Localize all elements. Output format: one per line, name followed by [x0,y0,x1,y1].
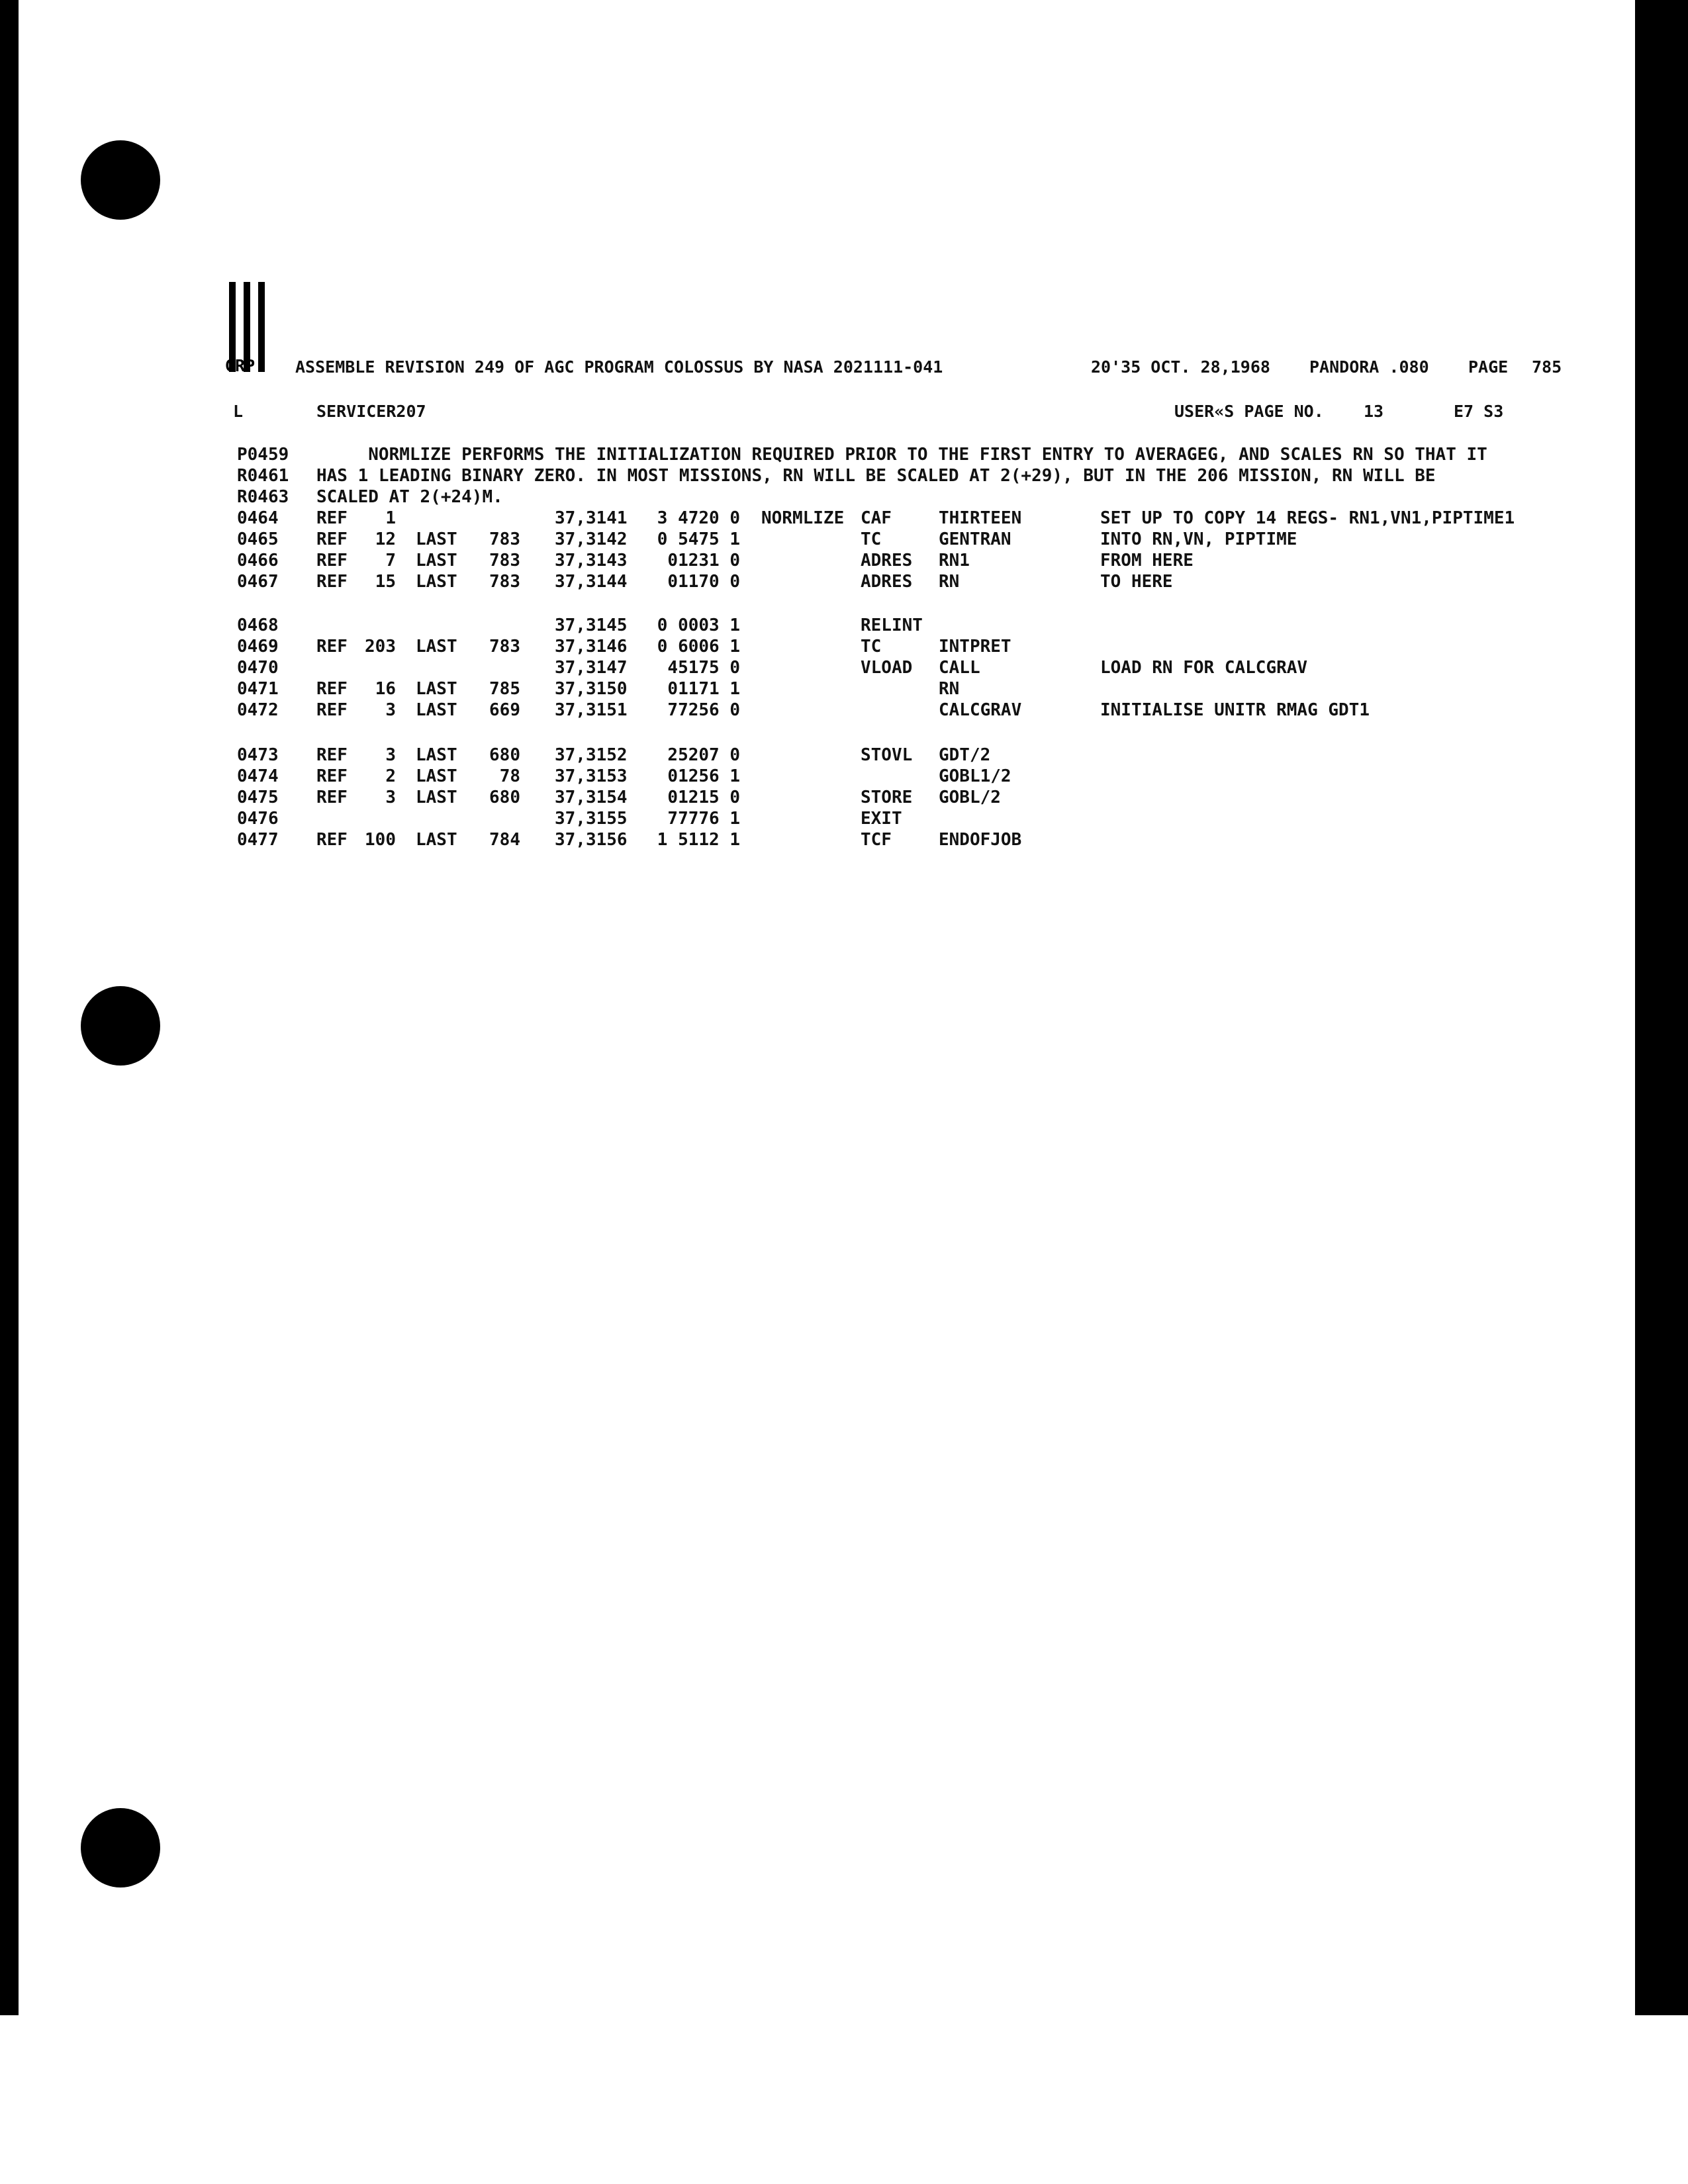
table-row [0,745,1688,765]
user-page-number: 13 [1364,402,1384,421]
cell-num: 1 [385,508,396,528]
cell-last: LAST [416,572,457,592]
cell-code: 1 5112 1 [657,830,740,850]
comment-line-number: R0463 [237,487,289,507]
cell-ref: REF [316,745,348,765]
comment-text: HAS 1 LEADING BINARY ZERO. IN MOST MISSIONS, RN WILL BE SCALED AT 2(+29), BUT IN THE 206 MISSION, RN WILL BE [316,466,1436,486]
cell-operand: RN [939,679,960,699]
user-page-label: USER«S PAGE NO. [1174,402,1324,421]
cell-operand: RN1 [939,551,970,570]
group-label: GRP [225,356,256,375]
cell-lnum: 783 [489,637,520,657]
cell-addr: 37,3146 [555,637,628,657]
cell-addr: 37,3156 [555,830,628,850]
cell-op: STORE [861,788,913,807]
table-row [0,809,1688,829]
pandora-label: PANDORA .080 [1309,357,1429,377]
cell-line: 0477 [237,830,279,850]
cell-last: LAST [416,679,457,699]
cell-addr: 37,3155 [555,809,628,829]
table-row [0,830,1688,850]
cell-comment: FROM HERE [1100,551,1194,570]
cell-comment: SET UP TO COPY 14 REGS- RN1,VN1,PIPTIME1 [1100,508,1515,528]
cell-operand: GOBL1/2 [939,766,1011,786]
cell-code: 77776 1 [667,809,740,829]
module-name: SERVICER207 [316,402,426,421]
table-row [0,700,1688,720]
cell-ref: REF [316,551,348,570]
comment-line-number: P0459 [237,445,289,465]
cell-lnum: 783 [489,551,520,570]
cell-code: 01256 1 [667,766,740,786]
scan-border-left [0,0,19,2015]
cell-code: 01231 0 [667,551,740,570]
cell-comment: TO HERE [1100,572,1173,592]
cell-op: CAF [861,508,892,528]
timestamp: 20'35 OCT. 28,1968 [1091,357,1270,377]
cell-op: STOVL [861,745,913,765]
cell-num: 3 [385,745,396,765]
cell-line: 0475 [237,788,279,807]
cell-ref: REF [316,788,348,807]
cell-line: 0471 [237,679,279,699]
cell-addr: 37,3142 [555,529,628,549]
cell-operand: CALCGRAV [939,700,1022,720]
cell-op: EXIT [861,809,902,829]
cell-code: 0 6006 1 [657,637,740,657]
cell-operand: ENDOFJOB [939,830,1022,850]
listing-flag: L [233,402,244,421]
cell-code: 0 0003 1 [657,615,740,635]
cell-addr: 37,3144 [555,572,628,592]
cell-line: 0473 [237,745,279,765]
table-row [0,572,1688,592]
table-row [0,551,1688,570]
cell-code: 01170 0 [667,572,740,592]
cell-ref: REF [316,529,348,549]
cell-code: 45175 0 [667,658,740,678]
cell-num: 16 [375,679,396,699]
cell-comment: INTO RN,VN, PIPTIME [1100,529,1297,549]
cell-line: 0476 [237,809,279,829]
cell-num: 2 [385,766,396,786]
cell-lnum: 680 [489,745,520,765]
cell-line: 0472 [237,700,279,720]
cell-code: 3 4720 0 [657,508,740,528]
cell-op: TC [861,529,882,549]
cell-label: NORMLIZE [761,508,845,528]
table-row [0,788,1688,807]
cell-operand: INTPRET [939,637,1011,657]
cell-operand: CALL [939,658,980,678]
cell-addr: 37,3147 [555,658,628,678]
cell-num: 7 [385,551,396,570]
cell-last: LAST [416,637,457,657]
cell-lnum: 78 [499,766,520,786]
cell-last: LAST [416,766,457,786]
table-row [0,679,1688,699]
cell-op: VLOAD [861,658,913,678]
cell-ref: REF [316,572,348,592]
cell-num: 3 [385,700,396,720]
cell-line: 0466 [237,551,279,570]
table-row [0,658,1688,678]
cell-num: 3 [385,788,396,807]
cell-num: 15 [375,572,396,592]
cell-lnum: 783 [489,529,520,549]
cell-num: 12 [375,529,396,549]
cell-addr: 37,3141 [555,508,628,528]
page-number: 785 [1532,357,1562,377]
assemble-line: ASSEMBLE REVISION 249 OF AGC PROGRAM COLOSSUS BY NASA 2021111-041 [295,357,943,377]
cell-addr: 37,3154 [555,788,628,807]
cell-line: 0464 [237,508,279,528]
cell-lnum: 783 [489,572,520,592]
cell-lnum: 680 [489,788,520,807]
cell-code: 01171 1 [667,679,740,699]
cell-operand: GENTRAN [939,529,1011,549]
binder-hole-top [81,140,160,220]
cell-code: 25207 0 [667,745,740,765]
cell-op: TC [861,637,882,657]
cell-addr: 37,3153 [555,766,628,786]
cell-last: LAST [416,745,457,765]
cell-addr: 37,3151 [555,700,628,720]
cell-addr: 37,3152 [555,745,628,765]
cell-last: LAST [416,529,457,549]
cell-ref: REF [316,679,348,699]
cell-lnum: 669 [489,700,520,720]
cell-code: 77256 0 [667,700,740,720]
comment-text: SCALED AT 2(+24)M. [316,487,503,507]
cell-comment: LOAD RN FOR CALCGRAV [1100,658,1308,678]
cell-op: ADRES [861,572,913,592]
table-row [0,637,1688,657]
table-row [0,766,1688,786]
scan-border-right [1635,0,1688,2015]
binder-hole-bottom [81,1808,160,1888]
cell-op: TCF [861,830,892,850]
cell-line: 0465 [237,529,279,549]
cell-addr: 37,3150 [555,679,628,699]
cell-line: 0467 [237,572,279,592]
cell-last: LAST [416,700,457,720]
cell-ref: REF [316,508,348,528]
binder-hole-middle [81,986,160,1066]
cell-code: 01215 0 [667,788,740,807]
cell-line: 0470 [237,658,279,678]
cell-ref: REF [316,766,348,786]
cell-lnum: 784 [489,830,520,850]
cell-last: LAST [416,788,457,807]
comment-text: NORMLIZE PERFORMS THE INITIALIZATION REQUIRED PRIOR TO THE FIRST ENTRY TO AVERAGEG, AND SCALES RN SO THAT IT [316,445,1487,465]
cell-addr: 37,3143 [555,551,628,570]
cell-operand: RN [939,572,960,592]
cell-ref: REF [316,637,348,657]
cell-operand: GDT/2 [939,745,991,765]
table-row [0,529,1688,549]
cell-lnum: 785 [489,679,520,699]
cell-op: ADRES [861,551,913,570]
cell-operand: GOBL/2 [939,788,1001,807]
table-row [0,615,1688,635]
cell-addr: 37,3145 [555,615,628,635]
cell-ref: REF [316,830,348,850]
cell-line: 0468 [237,615,279,635]
cell-code: 0 5475 1 [657,529,740,549]
cell-comment: INITIALISE UNITR RMAG GDT1 [1100,700,1370,720]
cell-num: 203 [365,637,396,657]
comment-line-number: R0461 [237,466,289,486]
cell-num: 100 [365,830,396,850]
table-row [0,508,1688,528]
cell-last: LAST [416,830,457,850]
page-label: PAGE [1468,357,1509,377]
cell-line: 0469 [237,637,279,657]
section-code: E7 S3 [1454,402,1504,421]
cell-operand: THIRTEEN [939,508,1022,528]
cell-line: 0474 [237,766,279,786]
cell-op: RELINT [861,615,923,635]
cell-ref: REF [316,700,348,720]
cell-last: LAST [416,551,457,570]
